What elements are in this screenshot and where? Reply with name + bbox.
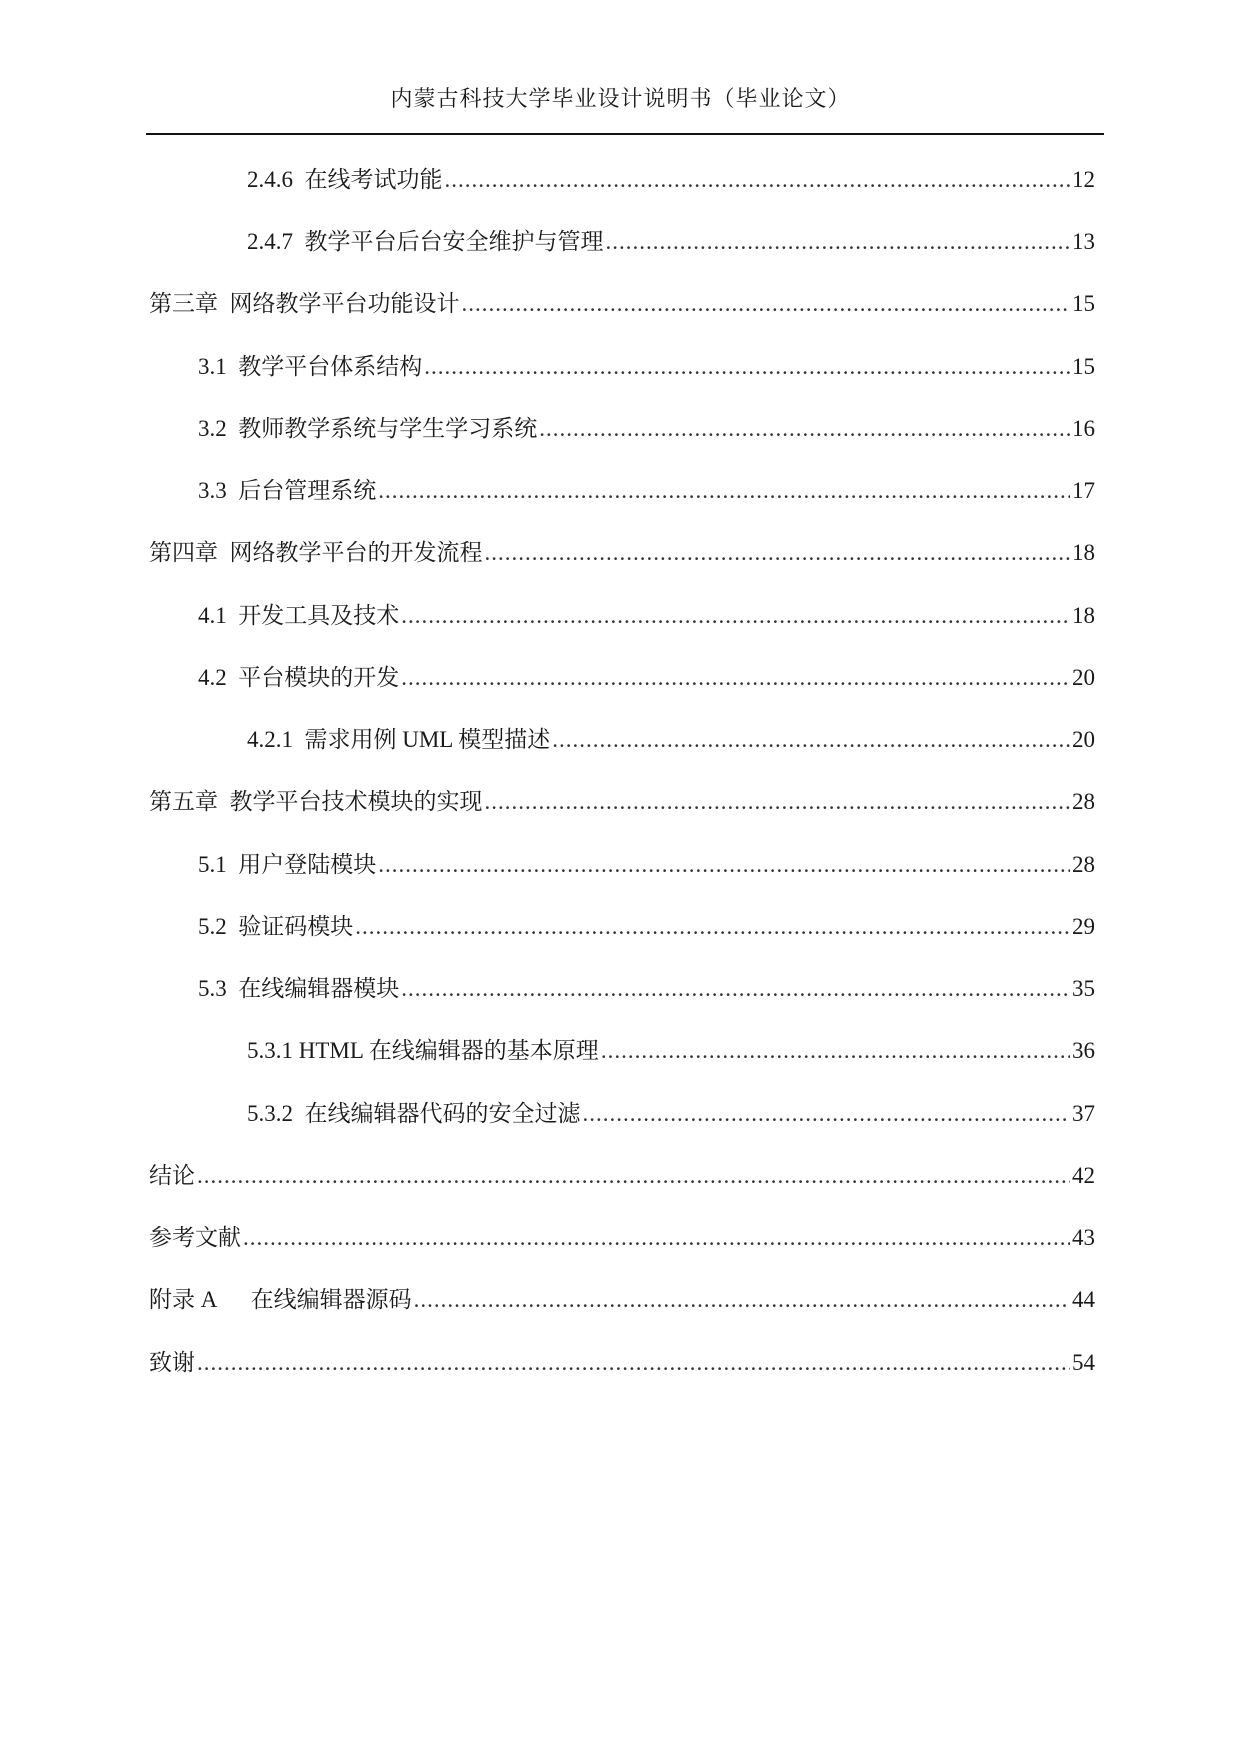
toc-entry[interactable] (198, 413, 1095, 445)
toc-entry-label: 3.1 教学平台体系结构 (198, 354, 423, 379)
toc-entry-page: 13 (1072, 229, 1095, 254)
toc-entry[interactable] (247, 1098, 1095, 1130)
toc-dot-leader (606, 226, 1071, 258)
toc-dot-leader (462, 288, 1071, 320)
toc-entry-page: 37 (1072, 1101, 1095, 1126)
toc-entry-label: 4.2.1 需求用例 UML 模型描述 (247, 727, 551, 752)
toc-entry-label: 5.3 在线编辑器模块 (198, 976, 400, 1001)
toc-entry[interactable] (198, 475, 1095, 507)
toc-entry-page: 12 (1072, 167, 1095, 192)
toc-entry[interactable] (247, 164, 1095, 196)
toc-entry-label: 结论 (149, 1163, 195, 1188)
toc-entry[interactable] (198, 351, 1095, 383)
toc-dot-leader (401, 662, 1070, 694)
toc-entry-page: 42 (1072, 1163, 1095, 1188)
toc-entry-page: 18 (1072, 603, 1095, 628)
toc-dot-leader (583, 1098, 1071, 1130)
toc-entry-label: 第五章 教学平台技术模块的实现 (149, 789, 483, 814)
toc-entry[interactable] (247, 724, 1095, 756)
toc-dot-leader (485, 537, 1071, 569)
toc-dot-leader (401, 973, 1070, 1005)
toc-dot-leader (355, 911, 1070, 943)
toc-dot-leader (243, 1222, 1070, 1254)
toc-entry-page: 20 (1072, 665, 1095, 690)
toc-entry-page: 18 (1072, 540, 1095, 565)
toc-entry-label: 3.3 后台管理系统 (198, 478, 377, 503)
toc-entry[interactable] (149, 537, 1095, 569)
toc-dot-leader (539, 413, 1070, 445)
toc-entry-label: 2.4.7 教学平台后台安全维护与管理 (247, 229, 604, 254)
toc-entry-page: 15 (1072, 291, 1095, 316)
header-divider (146, 133, 1104, 135)
toc-entry-page: 43 (1072, 1225, 1095, 1250)
toc-entry[interactable] (198, 911, 1095, 943)
toc-entry-page: 44 (1072, 1287, 1095, 1312)
page-header-title: 内蒙古科技大学毕业设计说明书（毕业论文） (390, 86, 851, 111)
toc-entry-label: 3.2 教师教学系统与学生学习系统 (198, 416, 538, 441)
toc-entry-label: 致谢 (149, 1350, 195, 1375)
toc-dot-leader (378, 849, 1070, 881)
toc-entry[interactable] (149, 1347, 1095, 1379)
toc-entry[interactable] (149, 1222, 1095, 1254)
toc-entry-label: 5.3.1 HTML 在线编辑器的基本原理 (247, 1038, 599, 1063)
toc-entry-page: 17 (1072, 478, 1095, 503)
toc-entry-page: 54 (1072, 1350, 1095, 1375)
toc-entry-page: 36 (1072, 1038, 1095, 1063)
toc-dot-leader (401, 600, 1070, 632)
toc-entry[interactable] (247, 226, 1095, 258)
toc-entry[interactable] (149, 786, 1095, 818)
toc-entry[interactable] (198, 662, 1095, 694)
toc-entry[interactable] (149, 288, 1095, 320)
toc-dot-leader (445, 164, 1071, 196)
toc-dot-leader (552, 724, 1070, 756)
toc-entry-page: 28 (1072, 852, 1095, 877)
toc-dot-leader (601, 1035, 1070, 1067)
toc-entry[interactable] (149, 1160, 1095, 1192)
toc-entry-label: 4.2 平台模块的开发 (198, 665, 400, 690)
toc-entry-page: 20 (1072, 727, 1095, 752)
toc-entry[interactable] (247, 1035, 1095, 1067)
toc-entry-label: 第三章 网络教学平台功能设计 (149, 291, 460, 316)
toc-entry[interactable] (198, 849, 1095, 881)
toc-entry-label: 5.1 用户登陆模块 (198, 852, 377, 877)
toc-entry[interactable] (198, 600, 1095, 632)
toc-entry-label: 附录 A 在线编辑器源码 (149, 1287, 412, 1312)
toc-entry-page: 35 (1072, 976, 1095, 1001)
toc-entry-label: 5.2 验证码模块 (198, 914, 354, 939)
toc-entry[interactable] (198, 973, 1095, 1005)
toc-entry-page: 15 (1072, 354, 1095, 379)
toc-dot-leader (424, 351, 1070, 383)
toc-dot-leader (197, 1347, 1070, 1379)
toc-entry-label: 5.3.2 在线编辑器代码的安全过滤 (247, 1101, 581, 1126)
toc-entry-label: 2.4.6 在线考试功能 (247, 167, 443, 192)
toc-entry-page: 16 (1072, 416, 1095, 441)
toc-dot-leader (485, 786, 1071, 818)
toc-dot-leader (197, 1160, 1070, 1192)
toc-entry-label: 参考文献 (149, 1225, 241, 1250)
toc-entry-page: 28 (1072, 789, 1095, 814)
toc-entry-label: 第四章 网络教学平台的开发流程 (149, 540, 483, 565)
toc-dot-leader (378, 475, 1070, 507)
toc-entry[interactable] (149, 1284, 1095, 1316)
toc-entry-label: 4.1 开发工具及技术 (198, 603, 400, 628)
toc-entry-page: 29 (1072, 914, 1095, 939)
toc-dot-leader (414, 1284, 1070, 1316)
